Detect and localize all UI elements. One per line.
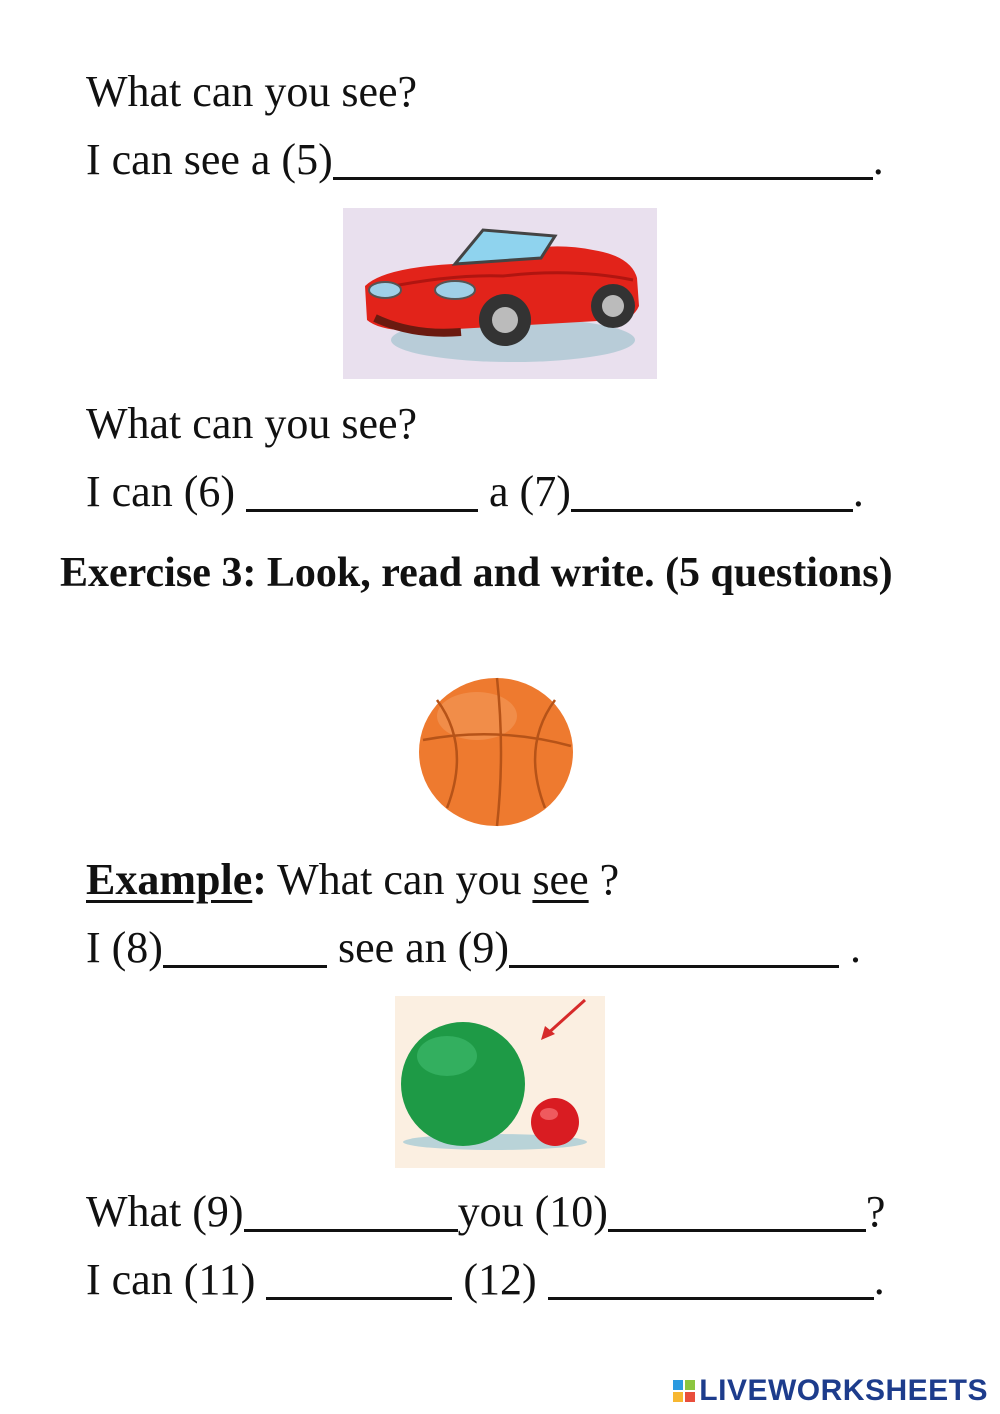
blank-6[interactable] xyxy=(246,469,478,512)
answer-5-end: . xyxy=(872,135,884,184)
car-image xyxy=(343,208,657,379)
example-answer-line xyxy=(86,922,861,974)
answer-11-line xyxy=(86,1254,885,1306)
blank-11[interactable] xyxy=(266,1257,452,1300)
example-label: Example xyxy=(86,855,253,904)
answer-5-line xyxy=(86,134,884,186)
basketball-image xyxy=(417,676,577,828)
answer-5-prefix: I can see a (5) xyxy=(86,135,333,184)
example-question-word: see xyxy=(532,855,589,904)
answer-9-part2: see an (9) xyxy=(326,923,509,972)
example-question-line xyxy=(86,854,619,906)
question-10-part2: you (10) xyxy=(457,1187,608,1236)
answer-6-line xyxy=(86,466,864,518)
question-10-end: ? xyxy=(865,1187,886,1236)
balls-image xyxy=(395,996,605,1168)
answer-7-end: . xyxy=(852,467,864,516)
answer-12-part2: (12) xyxy=(452,1255,548,1304)
blank-9[interactable] xyxy=(509,925,839,968)
answer-6-part1: I can (6) xyxy=(86,467,247,516)
example-question-end: ? xyxy=(588,855,620,904)
logo-text: LIVEWORKSHEETS xyxy=(699,1374,988,1407)
blank-7[interactable] xyxy=(571,469,853,512)
question-5: What can you see? xyxy=(86,67,418,116)
blank-12[interactable] xyxy=(548,1257,874,1300)
liveworksheets-logo xyxy=(673,1374,988,1408)
blank-q9[interactable] xyxy=(244,1189,458,1232)
exercise-3-heading: Exercise 3: Look, read and write. (5 questions) xyxy=(60,550,893,596)
question-9-part1: What (9) xyxy=(86,1187,244,1236)
question-6: What can you see? xyxy=(86,399,418,448)
answer-9-end: . xyxy=(838,923,861,972)
blank-5[interactable] xyxy=(333,137,873,180)
answer-12-end: . xyxy=(873,1255,885,1304)
question-9-line xyxy=(86,1186,885,1238)
example-question-prefix: What can you xyxy=(266,855,533,904)
example-colon: : xyxy=(252,855,267,904)
logo-grid-icon xyxy=(673,1380,695,1402)
blank-10[interactable] xyxy=(608,1189,866,1232)
answer-11-part1: I can (11) xyxy=(86,1255,267,1304)
answer-8-part1: I (8) xyxy=(86,923,163,972)
answer-6-part2: a (7) xyxy=(478,467,571,516)
blank-8[interactable] xyxy=(163,925,327,968)
